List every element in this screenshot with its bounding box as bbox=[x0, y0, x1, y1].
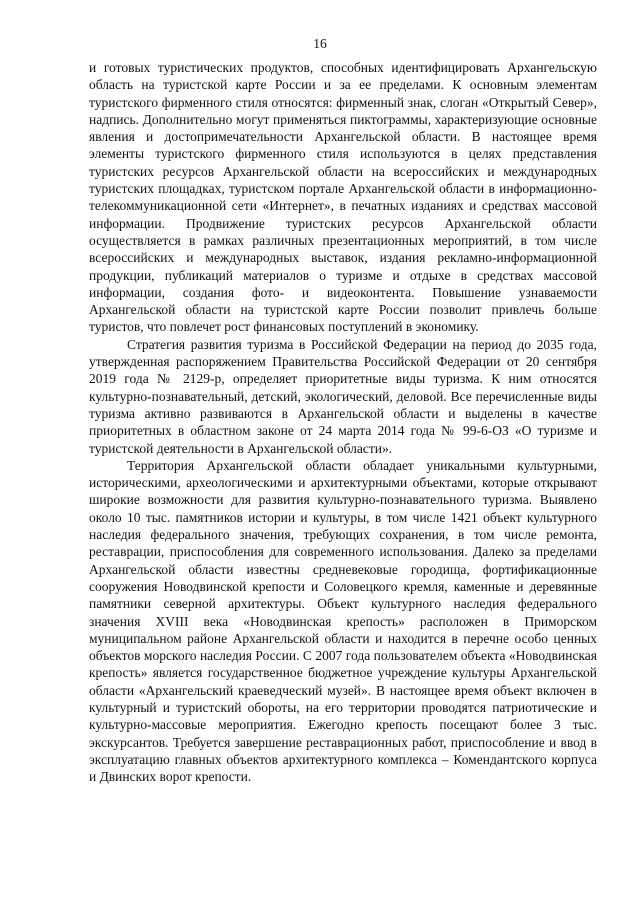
paragraph-cultural-heritage: Территория Архангельской области обладает уникальными культурными, историческими, археологическими и архитектурными объектами, которые открывают широкие возможности для развития культурно-познавательного туризма. Выявлено около 10 тыс. памятников истории и культуры, в том числе 1421 объект культурного наследия федерального значения, требующих сохранения, в том числе ремонта, реставрации, приспособления для современного использования. Далеко за пределами Архангельской области известны средневековые городища, фортификационные сооружения Новодвинской крепости и Соловецкого кремля, каменные и деревянные памятники северной архитектуры. Объект культурного наследия федерального значения XVIII века «Новодвинская крепость» расположен в Приморском муниципальном районе Архангельской области и находится в перечне особо ценных объектов морского наследия России. С 2007 года пользователем объекта «Новодвинская крепость» является государственное бюджетное учреждение культуры Архангельской области «Архангельский краеведческий музей». В настоящее время объект включен в культурный и туристский обороты, на его территории проводятся патриотические и культурно-массовые мероприятия. Ежегодно крепость посещают более 3 тыс. экскурсантов. Требуется завершение реставрационных работ, приспособление и ввод в эксплуатацию главных объектов архитектурного комплекса – Комендантского корпуса и Двинских ворот крепости. bbox=[89, 457, 597, 785]
document-body bbox=[89, 59, 597, 785]
paragraph-tourism-strategy: Стратегия развития туризма в Российской Федерации на период до 2035 года, утвержденная распоряжением Правительства Российской Федерации от 20 сентября 2019 года № 2129-р, определяет приоритетные виды туризма. К ним относятся культурно-познавательный, детский, экологический, деловой. Все перечисленные виды туризма активно развиваются в Архангельской области и выделены в качестве приоритетных в областном законе от 24 марта 2014 года № 99-6-ОЗ «О туризме и туристской деятельности в Архангельской области». bbox=[89, 336, 597, 456]
page-number: 16 bbox=[313, 36, 327, 51]
paragraph-tourism-brand-continuation: и готовых туристических продуктов, способных идентифицировать Архангельскую область на туристской карте России и за ее пределами. К основным элементам туристского фирменного стиля относятся: фирменный знак, слоган «Открытый Север», надпись. Дополнительно могут применяться пиктограммы, характеризующие основные явления и достопримечательности Архангельской области. В настоящее время элементы туристского фирменного стиля используются в целях представления туристских ресурсов Архангельской области на всероссийских и международных туристских площадках, туристском портале Архангельской области в информационно-телекоммуникационной сети «Интернет», в печатных изданиях и средствах массовой информации. Продвижение туристских ресурсов Архангельской области осуществляется в рамках различных презентационных мероприятий, в том числе всероссийских и международных выставок, издания рекламно-информационной продукции, публикаций материалов о туризме и отдыхе в средствах массовой информации, создания фото- и видеоконтента. Повышение узнаваемости Архангельской области на туристской карте России позволит привлечь больше туристов, что повлечет рост финансовых поступлений в экономику. bbox=[89, 60, 597, 335]
